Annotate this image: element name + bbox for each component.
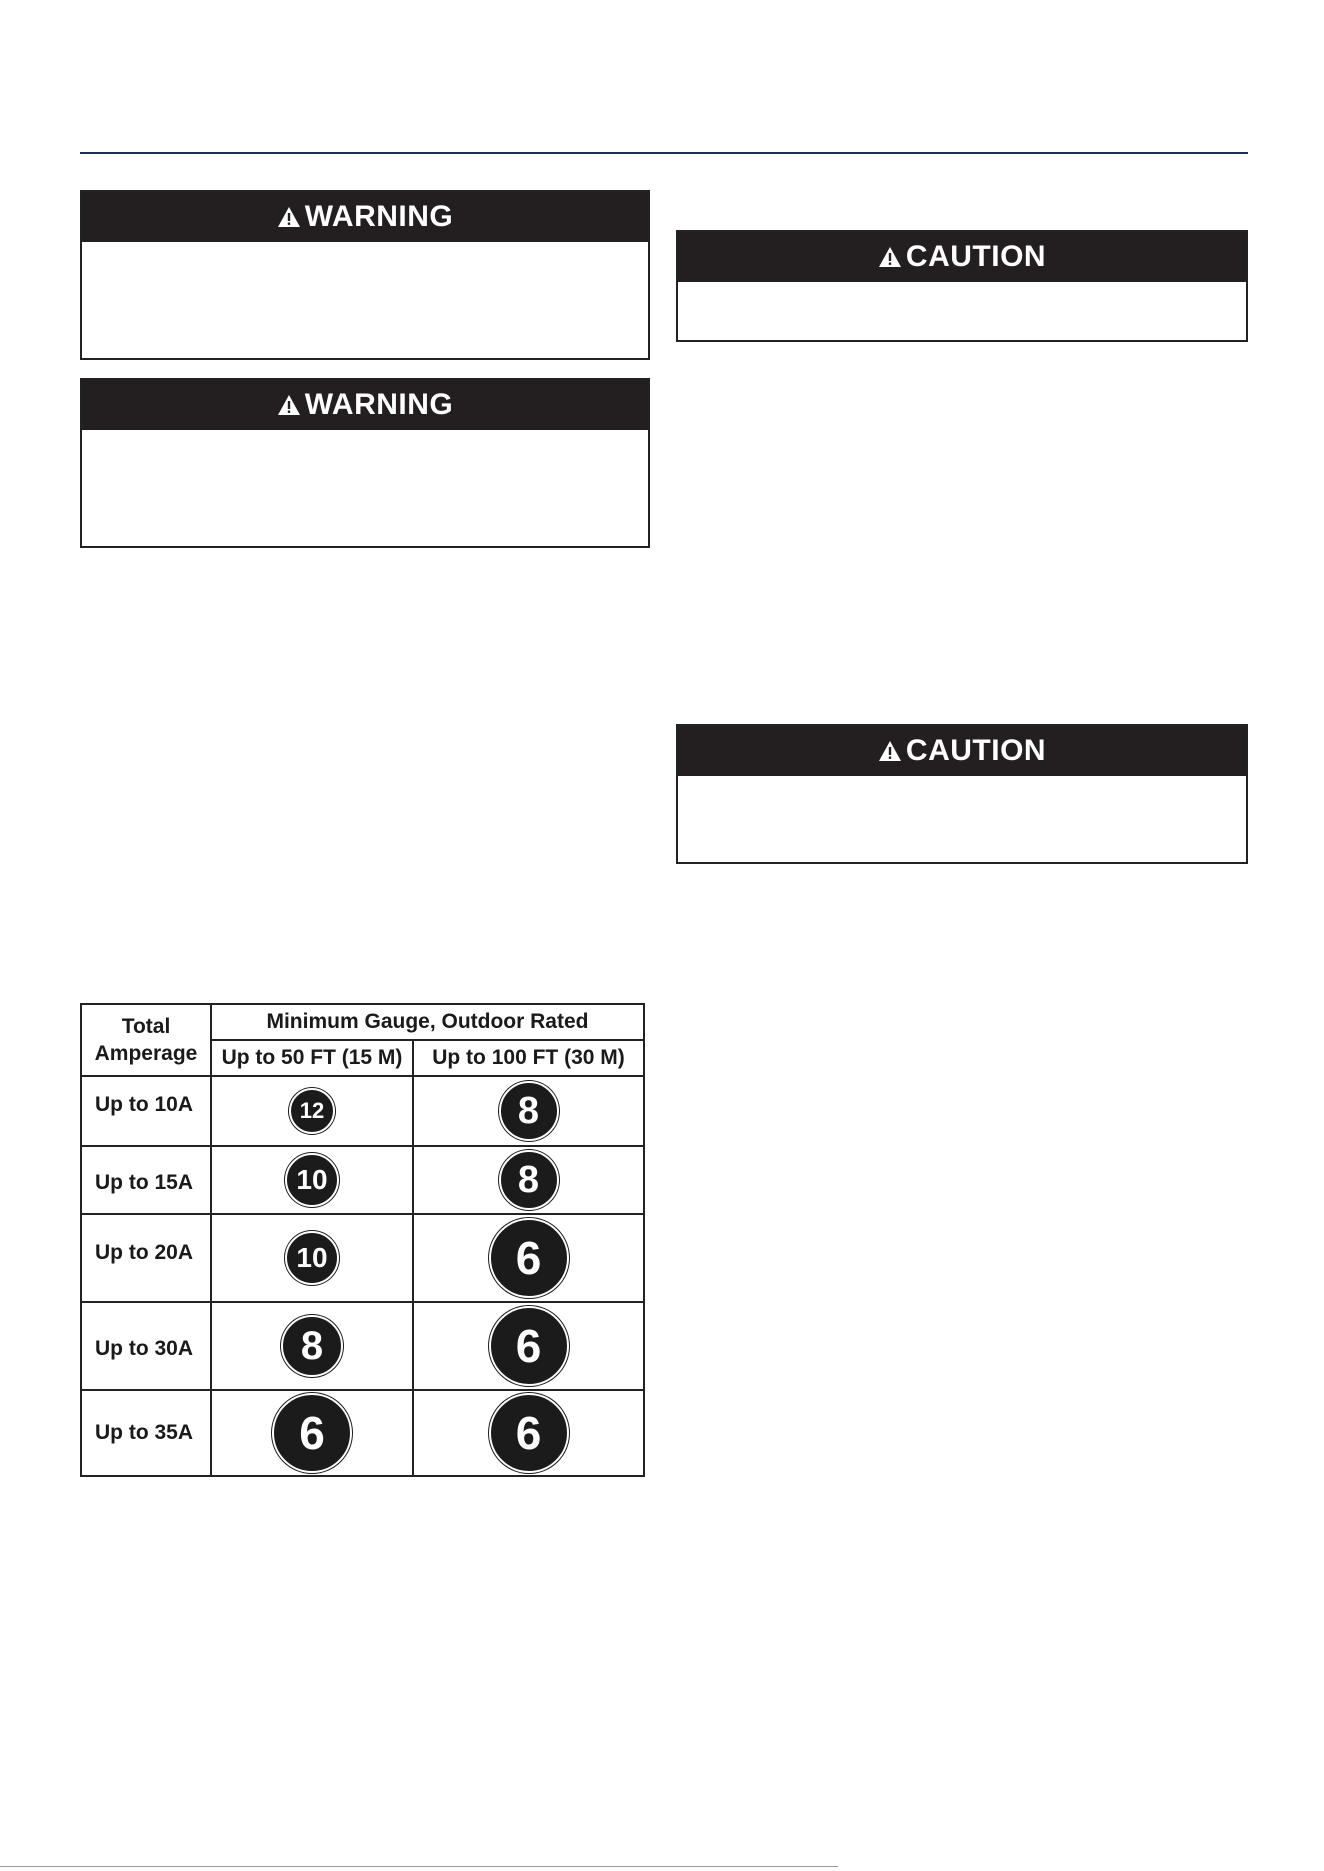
gauge-50-cell — [211, 1146, 413, 1214]
warning-box-2 — [80, 378, 650, 548]
header-minimum-gauge: Minimum Gauge, Outdoor Rated — [211, 1004, 644, 1040]
warning-label: WARNING — [304, 200, 454, 233]
caution-box-2 — [676, 724, 1248, 864]
warning-banner — [82, 380, 648, 430]
warning-label: WARNING — [304, 388, 454, 421]
gauge-badge: 8 — [281, 1315, 343, 1377]
warning-triangle-icon — [878, 740, 902, 762]
caution-label: CAUTION — [905, 734, 1047, 767]
extension-cord-gauge-table — [80, 1003, 645, 1477]
caution-banner — [678, 232, 1246, 282]
caution-box-1 — [676, 230, 1248, 342]
amperage-cell: Up to 15A — [81, 1146, 211, 1214]
table-row — [81, 1214, 644, 1302]
amperage-cell: Up to 35A — [81, 1390, 211, 1476]
header-total-amperage: Total Amperage — [81, 1004, 211, 1076]
amperage-cell: Up to 20A — [81, 1214, 211, 1302]
header-rule — [80, 152, 1248, 154]
gauge-100-cell — [413, 1302, 644, 1390]
gauge-100-cell — [413, 1076, 644, 1146]
gauge-100-cell — [413, 1390, 644, 1476]
table-row — [81, 1076, 644, 1146]
caution-label: CAUTION — [905, 240, 1047, 273]
gauge-badge: 10 — [285, 1153, 339, 1207]
gauge-100-cell — [413, 1214, 644, 1302]
table-header-row — [81, 1004, 644, 1040]
gauge-100-cell — [413, 1146, 644, 1214]
gauge-badge: 6 — [489, 1218, 569, 1298]
warning-triangle-icon — [277, 394, 301, 416]
gauge-badge: 8 — [499, 1150, 559, 1210]
gauge-50-cell — [211, 1214, 413, 1302]
gauge-badge: 12 — [289, 1088, 335, 1134]
gauge-badge: 10 — [285, 1231, 339, 1285]
caution-banner — [678, 726, 1246, 776]
warning-triangle-icon — [878, 246, 902, 268]
gauge-50-cell — [211, 1076, 413, 1146]
table-row — [81, 1146, 644, 1214]
gauge-50-cell — [211, 1302, 413, 1390]
warning-banner — [82, 192, 648, 242]
footer-rule — [0, 1866, 838, 1867]
gauge-badge: 6 — [489, 1393, 569, 1473]
header-50-ft: Up to 50 FT (15 M) — [211, 1040, 413, 1076]
gauge-badge: 6 — [489, 1306, 569, 1386]
table-row — [81, 1302, 644, 1390]
gauge-badge: 8 — [499, 1081, 559, 1141]
gauge-badge: 6 — [272, 1393, 352, 1473]
amperage-cell: Up to 10A — [81, 1076, 211, 1146]
table-row — [81, 1390, 644, 1476]
amperage-cell: Up to 30A — [81, 1302, 211, 1390]
gauge-50-cell — [211, 1390, 413, 1476]
header-100-ft: Up to 100 FT (30 M) — [413, 1040, 644, 1076]
warning-triangle-icon — [277, 206, 301, 228]
warning-box-1 — [80, 190, 650, 360]
